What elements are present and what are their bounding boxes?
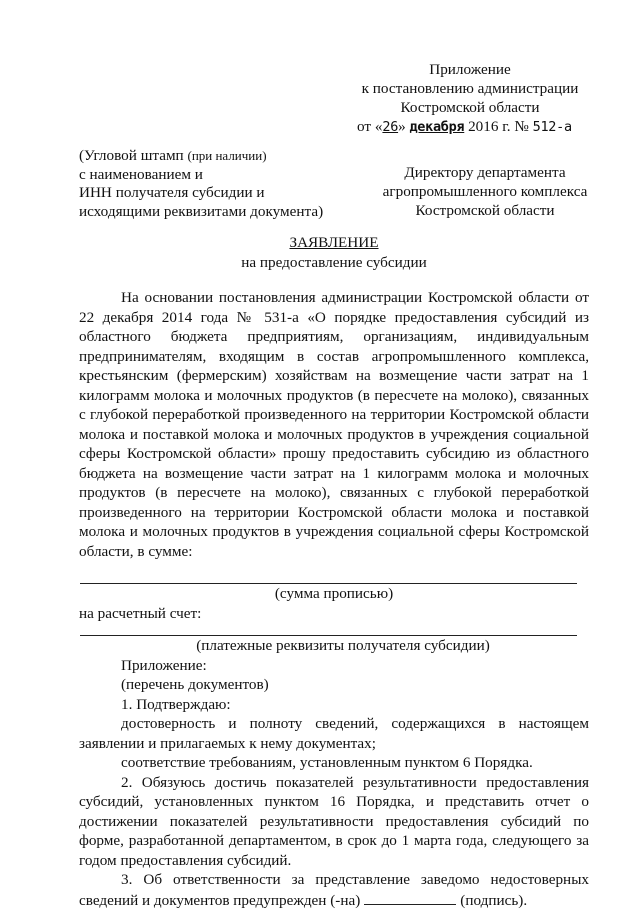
document-title	[79, 233, 589, 272]
stamp-line1-note: (при наличии)	[187, 148, 267, 163]
stamp-line3: ИНН получателя субсидии и	[79, 184, 265, 201]
doc-number: 512-а	[532, 119, 572, 135]
annex-title: Приложение	[429, 61, 511, 78]
paragraph-responsibility	[79, 870, 589, 910]
signature-blank	[364, 890, 456, 905]
annex-line3: Костромской области	[400, 99, 540, 116]
confirm-item-1: достоверность и полноту сведений, содержащихся в настоящем заявлении и прилагаемых к нему документах;	[79, 715, 589, 752]
paragraph-request: На основании постановления администрации Костромской области от 22 декабря 2014 года № 531-а «О порядке предоставления субсидий из областного бюджета предприятиям, организациям, индивидуальным предпринимателям, входящим в состав агропромышленного комплекса, крестьянским (фермерским) хозяйствам на возмещение части затрат на 1 килограмм молока и молочных продуктов (в пересчете на молоко), связанных с глубокой переработкой произведенного на территории Костромской области молока и поставкой молока и молочных продуктов в учреждения социальной сферы Костромской области» прошу предоставить субсидию из областного бюджета на возмещение части затрат на 1 килограмм молока и молочных продуктов (в пересчете на молоко), связанных с глубокой переработкой произведенного на территории Костромской области молока и поставкой молока и молочных продуктов в учреждения социальной сферы Костромской области, в сумме:	[79, 289, 589, 560]
stamp-line1-main: (Угловой штамп	[79, 147, 188, 164]
responsibility-text: 3. Об ответственности за представление заведомо недостоверных сведений и документов предупрежден (-на)	[79, 871, 589, 909]
date-day: 26	[382, 119, 399, 135]
annex-line2: к постановлению администрации	[361, 80, 579, 97]
paragraph-obligation: 2. Обязуюсь достичь показателей результативности предоставления субсидий, установленных пунктом 16 Порядка, и представить отчет о достижении показателей результативности предоставления субсидий по форме, разработанной департаментом, в срок до 1 марта года, следующего за годом предоставления субсидий.	[79, 773, 589, 869]
addressee-line3: Костромской области	[415, 202, 555, 219]
addressee-block	[378, 163, 592, 220]
attachment-label: Приложение:	[121, 656, 207, 674]
document-list-caption: (перечень документов)	[121, 676, 269, 693]
stamp-line2: с наименованием и	[79, 165, 203, 183]
addressee-line2: агропромышленного комплекса	[382, 183, 588, 200]
account-label: на расчетный счет:	[79, 604, 202, 622]
document-body	[79, 288, 589, 910]
date-month: декабря	[409, 119, 465, 135]
confirm-item-2: соответствие требованиям, установленным пунктом 6 Порядка.	[121, 754, 533, 771]
date-mid: »	[398, 118, 406, 135]
sum-blank-line	[80, 569, 577, 584]
title-sub: на предоставление субсидии	[241, 253, 427, 271]
signature-caption: (подпись).	[460, 891, 528, 909]
requisites-blank-line	[80, 623, 577, 636]
annex-header	[345, 60, 595, 137]
requisites-caption: (платежные реквизиты получателя субсидии)	[196, 637, 490, 654]
stamp-line1	[79, 147, 339, 166]
addressee-line1: Директору департамента	[404, 164, 566, 181]
annex-date-line	[345, 117, 595, 137]
sum-caption: (сумма прописью)	[274, 585, 394, 602]
corner-stamp-block	[79, 147, 339, 221]
date-prefix: от «	[357, 118, 383, 135]
date-year: 2016 г. №	[464, 118, 533, 135]
confirm-heading: 1. Подтверждаю:	[121, 695, 231, 713]
stamp-line4: исходящими реквизитами документа)	[79, 202, 324, 220]
title-main: ЗАЯВЛЕНИЕ	[289, 234, 379, 251]
